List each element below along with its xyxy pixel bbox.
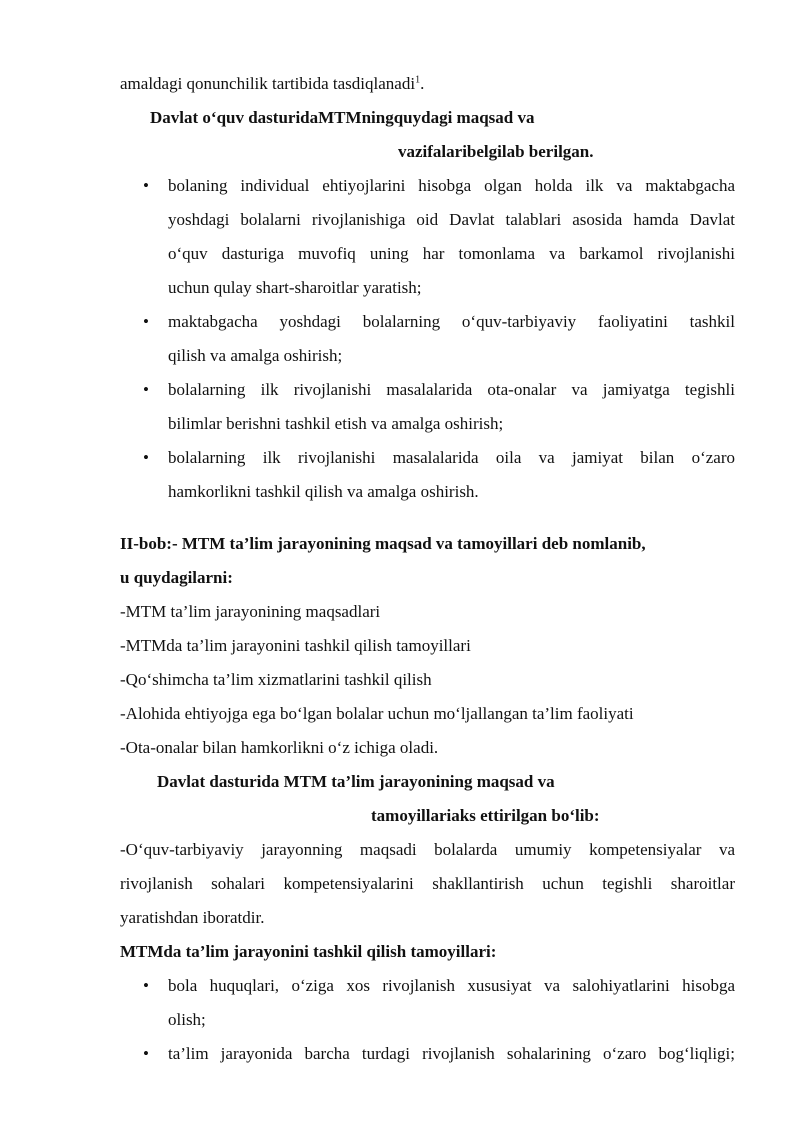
dash-item: -MTMda ta’lim jarayonini tashkil qilish tamoyillari [120,636,471,655]
paragraph-line3: yaratishdan iboratdir. [120,908,265,927]
bullet-marker: • [143,176,149,195]
intro-period: . [420,74,425,93]
bullet1-item1-line3: o‘quv dasturiga muvofiq uning har tomonlama va barkamol rivojlanishi [168,244,735,263]
intro-line: amaldagi qonunchilik tartibida tasdiqlanadi [120,74,416,93]
dash-item: -Qo‘shimcha ta’lim xizmatlarini tashkil qilish [120,670,432,689]
bullet-marker: • [143,1044,149,1063]
bullet-marker: • [143,976,149,995]
bullet2-item1-line2: olish; [168,1010,206,1029]
bullet1-item1-line1: bolaning individual ehtiyojlarini hisobga olgan holda ilk va maktabgacha [168,176,735,195]
bullet1-item2-line1: maktabgacha yoshdagi bolalarning o‘quv-tarbiyaviy faoliyatini tashkil [168,312,735,331]
paragraph-line1: -O‘quv-tarbiyaviy jarayonning maqsadi bolalarda umumiy kompetensiyalar va [120,840,735,859]
bullet1-item3-line1: bolalarning ilk rivojlanishi masalalarida ota-onalar va jamiyatga tegishli [168,380,735,399]
heading-goals-line2: vazifalaribelgilab berilgan. [398,142,594,161]
bullet2-item1-line1: bola huquqlari, o‘ziga xos rivojlanish xususiyat va salohiyatlarini hisobga [168,976,735,995]
heading-organization-principles: MTMda ta’lim jarayonini tashkil qilish tamoyillari: [120,942,497,961]
heading-goals-line1: Davlat o‘quv dasturidaMTMningquydagi maqsad va [150,108,535,127]
bullet1-item1-line2: yoshdagi bolalarni rivojlanishiga oid Davlat talablari asosida hamda Davlat [168,210,735,229]
bullet-marker: • [143,380,149,399]
footnote-marker: 1 [415,74,421,86]
bullet1-item4-line1: bolalarning ilk rivojlanishi masalalarida oila va jamiyat bilan o‘zaro [168,448,735,467]
bullet1-item2-line2: qilish va amalga oshirish; [168,346,343,365]
paragraph-line2: rivojlanish sohalari kompetensiyalarini shakllantirish uchun tegishli sharoitlar [120,874,735,893]
dash-item: -MTM ta’lim jarayonining maqsadlari [120,602,381,621]
heading-principles-line1: Davlat dasturida MTM ta’lim jarayonining maqsad va [157,772,555,791]
bullet1-item1-line4: uchun qulay shart-sharoitlar yaratish; [168,278,422,297]
dash-item: -Ota-onalar bilan hamkorlikni o‘z ichiga oladi. [120,738,439,757]
bullet-marker: • [143,312,149,331]
intro-text [120,74,424,94]
chapter-heading-line1: II-bob:- MTM ta’lim jarayonining maqsad va tamoyillari deb nomlanib, [120,534,646,553]
heading-principles-line2: tamoyillariaks ettirilgan bo‘lib: [371,806,600,825]
bullet-marker: • [143,448,149,467]
bullet1-item4-line2: hamkorlikni tashkil qilish va amalga oshirish. [168,482,479,501]
chapter-heading-line2: u quydagilarni: [120,568,233,587]
bullet2-item2-line1: ta’lim jarayonida barcha turdagi rivojlanish sohalarining o‘zaro bog‘liqligi; [168,1044,735,1063]
bullet1-item3-line2: bilimlar berishni tashkil etish va amalga oshirish; [168,414,504,433]
dash-item: -Alohida ehtiyojga ega bo‘lgan bolalar uchun mo‘ljallangan ta’lim faoliyati [120,704,634,723]
